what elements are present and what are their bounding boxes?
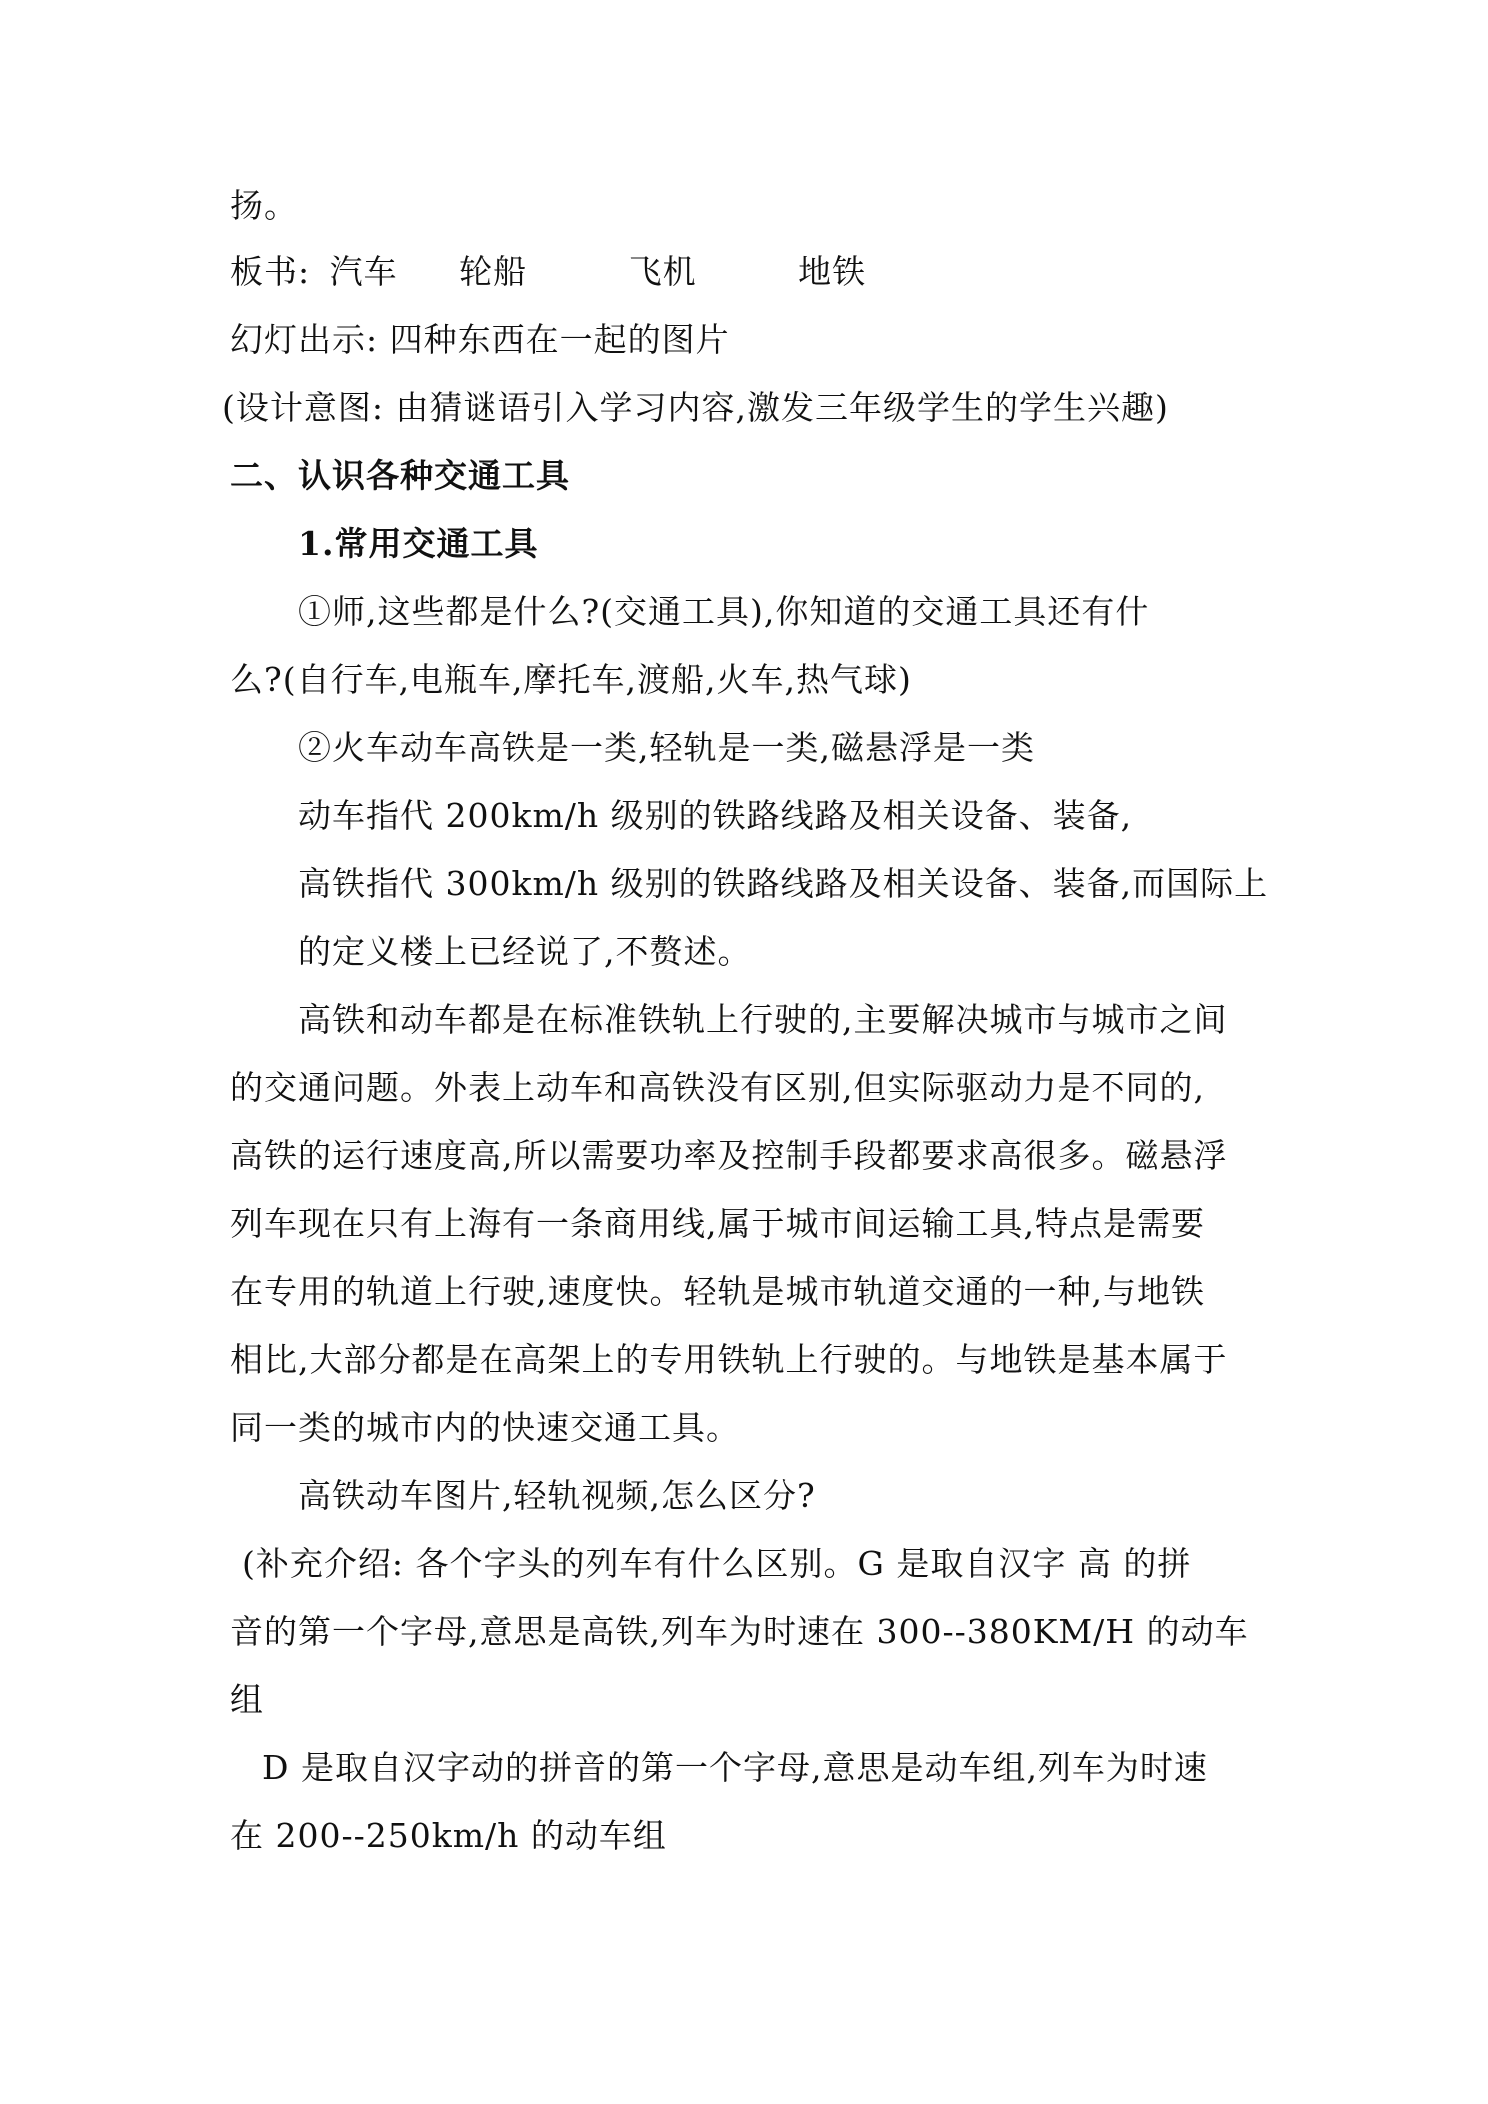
text-line: 在 200--250km/h 的动车组	[230, 1816, 667, 1855]
text-line: 么?(自行车,电瓶车,摩托车,渡船,火车,热气球)	[230, 660, 912, 699]
text-line: 幻灯出示: 四种东西在一起的图片	[230, 320, 730, 359]
text-line: 同一类的城市内的快速交通工具。	[230, 1408, 740, 1447]
text-line: 音的第一个字母,意思是高铁,列车为时速在 300--380KM/H 的动车	[230, 1612, 1249, 1651]
text-line: 高铁指代 300km/h 级别的铁路线路及相关设备、装备,而国际上	[298, 864, 1269, 903]
board-item-subway: 地铁	[798, 252, 867, 291]
text-line: 组	[230, 1680, 264, 1719]
section-heading: 二、认识各种交通工具	[230, 456, 570, 495]
text-line: 高铁和动车都是在标准铁轨上行驶的,主要解决城市与城市之间	[298, 1000, 1228, 1039]
board-writing-line	[230, 252, 866, 292]
text-line: 在专用的轨道上行驶,速度快。轻轨是城市轨道交通的一种,与地铁	[230, 1272, 1205, 1311]
text-line: 相比,大部分都是在高架上的专用铁轨上行驶的。与地铁是基本属于	[230, 1340, 1228, 1379]
subsection-heading: 1.常用交通工具	[298, 524, 539, 563]
text-line: 高铁动车图片,轻轨视频,怎么区分?	[298, 1476, 816, 1515]
board-item-car: 汽车	[329, 252, 398, 291]
text-line: 高铁的运行速度高,所以需要功率及控制手段都要求高很多。磁悬浮	[230, 1136, 1228, 1175]
text-line: 扬。	[230, 186, 298, 225]
text-line: 列车现在只有上海有一条商用线,属于城市间运输工具,特点是需要	[230, 1204, 1205, 1243]
text-line: (补充介绍: 各个字头的列车有什么区别。G 是取自汉字 高 的拼	[242, 1544, 1192, 1583]
text-line: 的定义楼上已经说了,不赘述。	[298, 932, 752, 971]
text-line: ②火车动车高铁是一类,轻轨是一类,磁悬浮是一类	[298, 728, 1035, 767]
text-line: 动车指代 200km/h 级别的铁路线路及相关设备、装备,	[298, 796, 1133, 835]
board-item-plane: 飞机	[628, 252, 697, 291]
text-line: ①师,这些都是什么?(交通工具),你知道的交通工具还有什	[298, 592, 1150, 631]
board-writing-label: 板书:	[230, 252, 311, 291]
text-line: 的交通问题。外表上动车和高铁没有区别,但实际驱动力是不同的,	[230, 1068, 1205, 1107]
board-item-ship: 轮船	[459, 252, 528, 291]
design-intent-note: (设计意图: 由猜谜语引入学习内容,激发三年级学生的学生兴趣)	[222, 388, 1169, 427]
text-line: D 是取自汉字动的拼音的第一个字母,意思是动车组,列车为时速	[262, 1748, 1208, 1787]
